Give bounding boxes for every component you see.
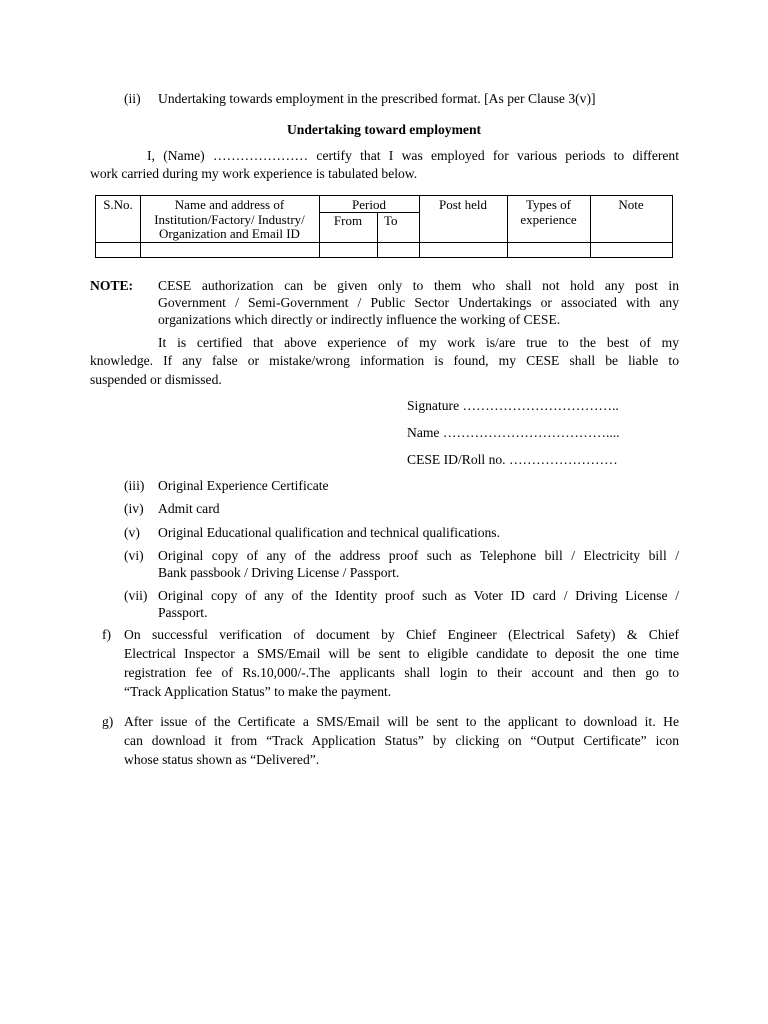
para-f-line-3: registration fee of Rs.10,000/-.The applicants shall login to their account and then go to (124, 665, 679, 680)
intro-line-1: I, (Name) ………………… certify that I was employed for various periods to different (147, 148, 679, 163)
item-vi-line-1: Original copy of any of the address proof such as Telephone bill / Electricity bill / (158, 548, 679, 563)
signature-line: Signature …………………………….. (407, 398, 619, 413)
header-name-line-2: Institution/Factory/ Industry/ (154, 211, 305, 227)
header-from: From (333, 212, 363, 228)
item-vii-line-1: Original copy of any of the Identity proof such as Voter ID card / Driving License / (158, 588, 679, 603)
roll-number-line: CESE ID/Roll no. …………………… (407, 452, 618, 467)
header-note: Note (618, 197, 644, 212)
header-sno: S.No. (103, 197, 133, 212)
note-line-1: CESE authorization can be given only to them who shall not hold any post in (158, 278, 679, 293)
header-name-line-1: Name and address of (174, 197, 285, 212)
note-line-3: organizations which directly or indirectly influence the working of CESE. (158, 312, 561, 327)
item-iv-label: (iv) (124, 501, 144, 516)
para-g-line-1: After issue of the Certificate a SMS/Email will be sent to the applicant to download it. He (124, 714, 679, 729)
item-iii-label: (iii) (124, 478, 145, 493)
header-period: Period (352, 197, 386, 212)
certify-line-2: knowledge. If any false or mistake/wrong information is found, my CESE shall be liable to (90, 353, 679, 368)
para-f-line-4: “Track Application Status” to make the payment. (124, 684, 392, 699)
experience-table (95, 195, 673, 258)
item-iv-text: Admit card (158, 501, 220, 516)
item-v-text: Original Educational qualification and technical qualifications. (158, 525, 500, 540)
para-f-line-2: Electrical Inspector a SMS/Email will be sent to eligible candidate to deposit the one time (124, 646, 679, 661)
header-to: To (384, 212, 398, 228)
item-vii-label: (vii) (124, 588, 148, 603)
undertaking-heading: Undertaking toward employment (286, 122, 482, 137)
note-label: NOTE: (90, 278, 134, 293)
certify-line-3: suspended or dismissed. (90, 372, 222, 387)
para-f-line-1: On successful verification of document by Chief Engineer (Electrical Safety) & Chief (124, 627, 679, 642)
header-post-held: Post held (438, 197, 488, 212)
item-ii-label: (ii) (124, 91, 141, 106)
item-v-label: (v) (124, 525, 140, 540)
header-name-line-3: Organization and Email ID (159, 226, 300, 241)
para-f-label: f) (102, 627, 112, 642)
item-iii-text: Original Experience Certificate (158, 478, 329, 493)
certify-line-1: It is certified that above experience of my work is/are true to the best of my (158, 335, 679, 350)
para-g-line-2: can download it from “Track Application Status” by clicking on “Output Certificate” icon (124, 733, 679, 748)
para-g-line-3: whose status shown as “Delivered”. (124, 752, 320, 767)
item-vi-line-2: Bank passbook / Driving License / Passport. (158, 565, 400, 580)
intro-line-2: work carried during my work experience is tabulated below. (90, 166, 418, 181)
name-line: Name ……………………………….... (407, 425, 620, 440)
header-types-line-1: Types of (526, 197, 571, 212)
item-vii-line-2: Passport. (158, 605, 208, 620)
item-vi-label: (vi) (124, 548, 144, 563)
header-types-line-2: experience (520, 211, 577, 227)
note-line-2: Government / Semi-Government / Public Sector Undertakings or associated with any (158, 295, 679, 310)
item-ii-text: Undertaking towards employment in the prescribed format. [As per Clause 3(v)] (158, 91, 596, 106)
para-g-label: g) (102, 714, 114, 729)
